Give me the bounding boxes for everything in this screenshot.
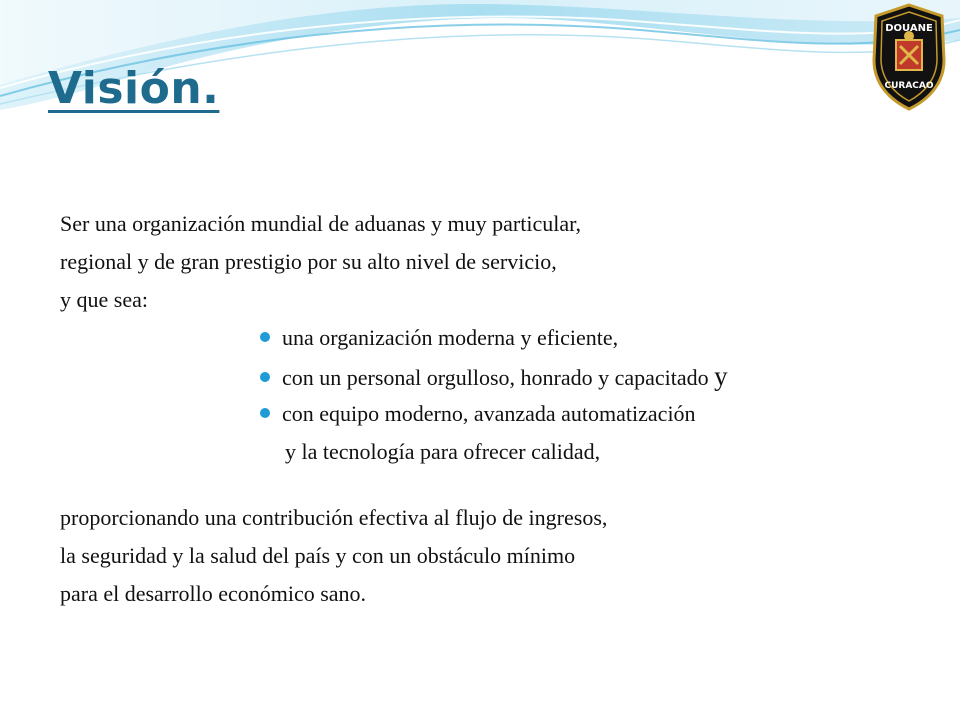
- paragraph-line: regional y de gran prestigio por su alto nivel de servicio,: [60, 249, 557, 274]
- slide-title: Visión.: [48, 63, 220, 114]
- bullet-tail: y: [714, 361, 728, 391]
- paragraph-line: Ser una organización mundial de aduanas y muy particular,: [60, 211, 582, 236]
- bullet-dot-icon: [260, 372, 270, 382]
- bullet-item: [60, 319, 920, 357]
- badge-bottom-text: CURACAO: [884, 81, 934, 91]
- badge-top-text: DOUANE: [885, 23, 933, 34]
- bullet-dot-icon: [260, 332, 270, 342]
- bullet-item: [60, 357, 920, 395]
- customs-badge-logo: [870, 2, 948, 112]
- paragraph-line: y que sea:: [60, 287, 148, 312]
- bullet-item: [60, 395, 920, 433]
- paragraph-line: la seguridad y la salud del país y con un obstáculo mínimo: [60, 543, 576, 568]
- paragraph-line: proporcionando una contribución efectiva al flujo de ingresos,: [60, 505, 608, 530]
- bullet-dot-icon: [260, 408, 270, 418]
- bullet-text: con un personal orgulloso, honrado y capacitado: [282, 365, 709, 390]
- bullet-text: una organización moderna y eficiente,: [282, 325, 619, 350]
- bullet-continuation: y la tecnología para ofrecer calidad,: [285, 439, 601, 464]
- vision-statement: [60, 205, 920, 613]
- paragraph-line: para el desarrollo económico sano.: [60, 581, 367, 606]
- bullet-text: con equipo moderno, avanzada automatización: [282, 401, 696, 426]
